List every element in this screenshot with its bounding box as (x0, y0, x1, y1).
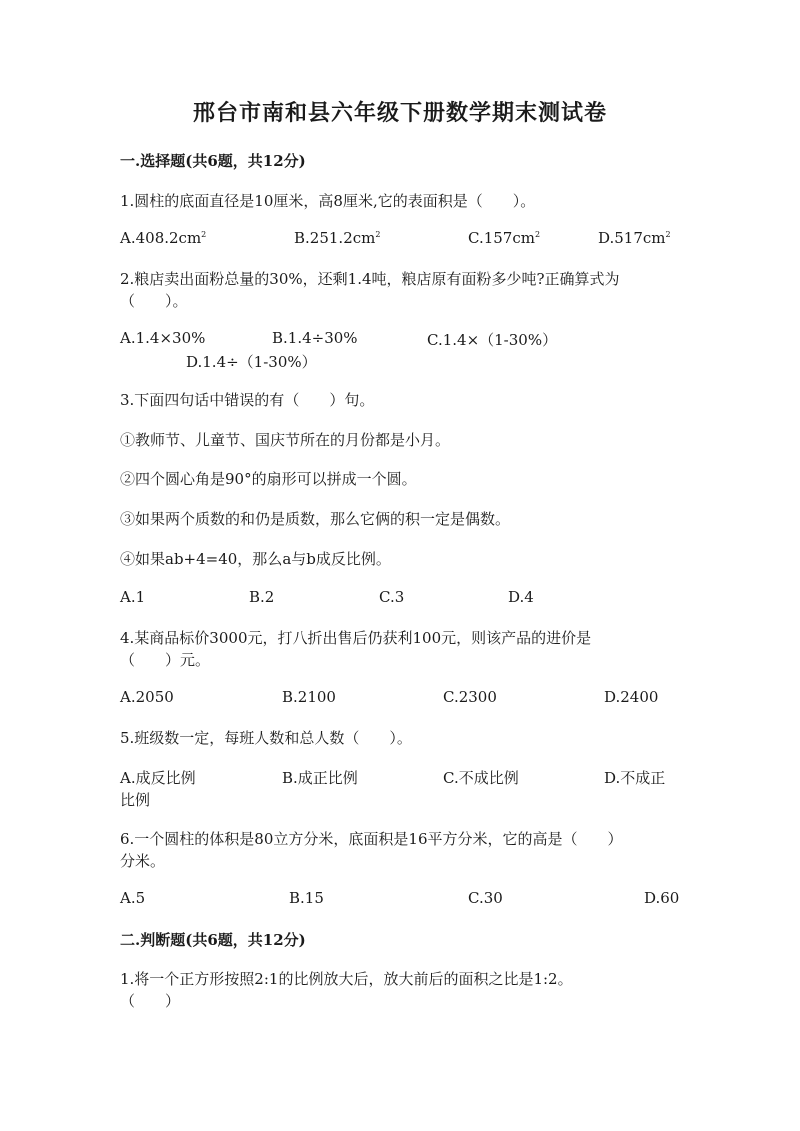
question-6-line-2: 分米。 (120, 852, 166, 870)
q4-option-b: B.2100 (282, 688, 336, 706)
question-6-line-1: 6.一个圆柱的体积是80立方分米，底面积是16平方分米，它的高是（ ） (120, 830, 623, 848)
question-4-line-2: （ ）元。 (120, 651, 211, 669)
question-2-line-2: （ ）。 (120, 292, 188, 310)
q3-option-a: A.1 (120, 588, 146, 606)
question-3-text: 3.下面四句话中错误的有（ ）句。 (120, 391, 375, 409)
judge-1-line-2: （ ） (120, 992, 181, 1010)
q1-option-b: $B.251.2cm^2$ (294, 229, 381, 247)
question-2-line-1: 2.粮店卖出面粉总量的30%，还剩1.4吨，粮店原有面粉多少吨?正确算式为 (120, 270, 620, 288)
q1-option-a: $A.408.2cm^2$ (120, 229, 207, 247)
q6-option-c: C.30 (468, 889, 503, 907)
q5-option-c: C.不成比例 (443, 769, 519, 787)
q3-option-c: C.3 (379, 588, 405, 606)
q4-option-d: D.2400 (604, 688, 659, 706)
page-title: 邢台市南和县六年级下册数学期末测试卷 (192, 100, 607, 126)
q2-option-b: B.1.4÷30% (272, 329, 358, 347)
question-5-text: 5.班级数一定，每班人数和总人数（ ）。 (120, 729, 412, 747)
question-4-line-1: 4.某商品标价3000元，打八折出售后仍获利100元，则该产品的进价是 (120, 629, 592, 647)
q6-option-d: D.60 (644, 889, 680, 907)
section-heading-choice: 一.选择题(共6题，共12分) (120, 152, 306, 170)
q1-option-c: $C.157cm^2$ (468, 229, 541, 247)
q1-option-d: $D.517cm^2$ (598, 229, 671, 247)
q2-option-a: A.1.4×30% (120, 329, 206, 347)
q6-option-a: A.5 (120, 889, 146, 907)
q3-option-b: B.2 (249, 588, 275, 606)
q2-option-c: C.1.4×（1-30%） (427, 331, 558, 349)
q5-option-b: B.成正比例 (282, 769, 358, 787)
q3-statement-4: ④如果ab+4=40，那么a与b成反比例。 (120, 550, 391, 568)
q5-option-d: D.不成正 (604, 769, 666, 787)
section-heading-judge: 二.判断题(共6题，共12分) (120, 931, 306, 949)
q3-statement-2: ②四个圆心角是90°的扇形可以拼成一个圆。 (120, 470, 417, 488)
q6-option-b: B.15 (289, 889, 324, 907)
q5-option-d-wrap: 比例 (120, 791, 151, 809)
q2-option-d: D.1.4÷（1-30%） (186, 353, 317, 371)
judge-1-line-1: 1.将一个正方形按照2:1的比例放大后，放大前后的面积之比是1:2。 (120, 970, 573, 988)
question-1-text: 1.圆柱的底面直径是10厘米，高8厘米,它的表面积是（ ）。 (120, 192, 536, 210)
q3-statement-1: ①教师节、儿童节、国庆节所在的月份都是小月。 (120, 431, 451, 449)
q4-option-a: A.2050 (120, 688, 174, 706)
q3-statement-3: ③如果两个质数的和仍是质数，那么它俩的积一定是偶数。 (120, 510, 511, 528)
q5-option-a: A.成反比例 (120, 769, 196, 787)
q4-option-c: C.2300 (443, 688, 497, 706)
q3-option-d: D.4 (508, 588, 534, 606)
